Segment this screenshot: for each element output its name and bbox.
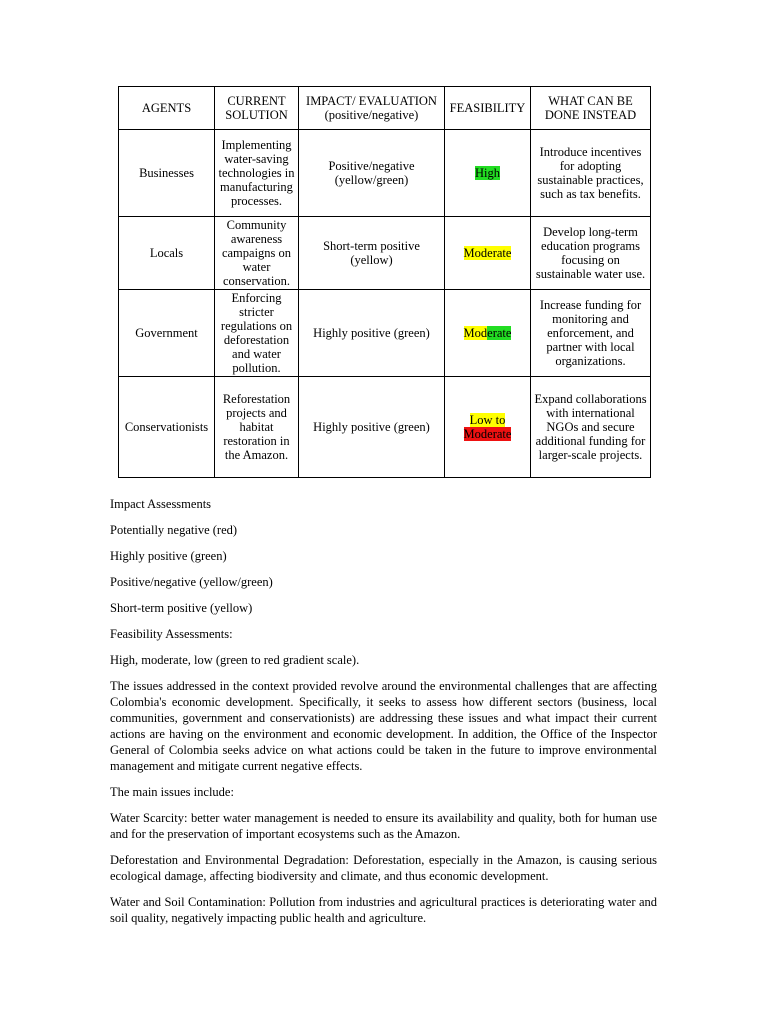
main-issues-heading: The main issues include: <box>110 785 234 799</box>
feasibility-highlight: Moderate <box>463 246 512 260</box>
assessment-table <box>118 86 651 478</box>
cell-agent: Locals <box>119 217 215 290</box>
cell-agent: Businesses <box>119 130 215 217</box>
feasibility-highlight: Moderate <box>463 427 512 441</box>
header-what-can-be-done: WHAT CAN BE DONE INSTEAD <box>531 87 651 130</box>
issue-paragraph: Water Scarcity: better water management is needed to ensure its availability and quality, both for human use and for the preservation of important ecosystems such as the Amazon. <box>110 811 657 841</box>
feasibility-assessments-heading: Feasibility Assessments: <box>110 627 233 641</box>
table-header-row <box>119 87 651 130</box>
impact-assessments-heading: Impact Assessments <box>110 497 212 511</box>
header-feasibility: FEASIBILITY <box>445 87 531 130</box>
cell-instead: Develop long-term education programs focusing on sustainable water use. <box>531 217 651 290</box>
cell-solution: Implementing water-saving technologies in manufacturing processes. <box>215 130 299 217</box>
table-row <box>119 217 651 290</box>
cell-impact: Short-term positive (yellow) <box>299 217 445 290</box>
body-text <box>110 496 657 936</box>
feasibility-highlight: Low to <box>469 413 506 427</box>
feasibility-highlight: erate <box>487 326 512 340</box>
cell-solution: Reforestation projects and habitat restoration in the Amazon. <box>215 377 299 478</box>
context-paragraph: The issues addressed in the context provided revolve around the environmental challenges that are affecting Colombia's economic development. Specifically, it seeks to assess how different sectors (business, local communities, government and conservationists) are addressing these issues and what impact their current actions are having on the environment and economic development. In addition, the Office of the Inspector General of Colombia seeks advice on what actions could be taken in the future to improve environmental management and mitigate current negative effects. <box>110 679 657 773</box>
header-impact-evaluation: IMPACT/ EVALUATION (positive/negative) <box>299 87 445 130</box>
table-row <box>119 130 651 217</box>
table-row <box>119 377 651 478</box>
cell-feasibility <box>445 130 531 217</box>
issue-paragraph: Deforestation and Environmental Degradation: Deforestation, especially in the Amazon, is causing serious ecological damage, affecting biodiversity and climate, and thus economic development. <box>110 853 657 883</box>
legend-item: Highly positive (green) <box>110 549 227 563</box>
header-current-solution: CURRENT SOLUTION <box>215 87 299 130</box>
cell-impact: Highly positive (green) <box>299 377 445 478</box>
feasibility-highlight: Mod <box>463 326 488 340</box>
cell-instead: Expand collaborations with international NGOs and secure additional funding for larger-scale projects. <box>531 377 651 478</box>
legend-item: Potentially negative (red) <box>110 523 238 537</box>
cell-instead: Introduce incentives for adopting sustainable practices, such as tax benefits. <box>531 130 651 217</box>
cell-solution: Community awareness campaigns on water conservation. <box>215 217 299 290</box>
legend-item: Positive/negative (yellow/green) <box>110 575 273 589</box>
cell-feasibility <box>445 217 531 290</box>
issue-paragraph: Water and Soil Contamination: Pollution from industries and agricultural practices is deteriorating water and soil quality, negatively impacting public health and agriculture. <box>110 895 657 925</box>
cell-agent: Conservationists <box>119 377 215 478</box>
table-row <box>119 290 651 377</box>
cell-feasibility <box>445 377 531 478</box>
cell-instead: Increase funding for monitoring and enforcement, and partner with local organizations. <box>531 290 651 377</box>
cell-feasibility <box>445 290 531 377</box>
header-agents: AGENTS <box>119 87 215 130</box>
legend-item: High, moderate, low (green to red gradient scale). <box>110 653 360 667</box>
cell-solution: Enforcing stricter regulations on deforestation and water pollution. <box>215 290 299 377</box>
feasibility-highlight: High <box>475 166 500 180</box>
legend-item: Short-term positive (yellow) <box>110 601 253 615</box>
cell-impact: Highly positive (green) <box>299 290 445 377</box>
cell-impact: Positive/negative (yellow/green) <box>299 130 445 217</box>
cell-agent: Government <box>119 290 215 377</box>
